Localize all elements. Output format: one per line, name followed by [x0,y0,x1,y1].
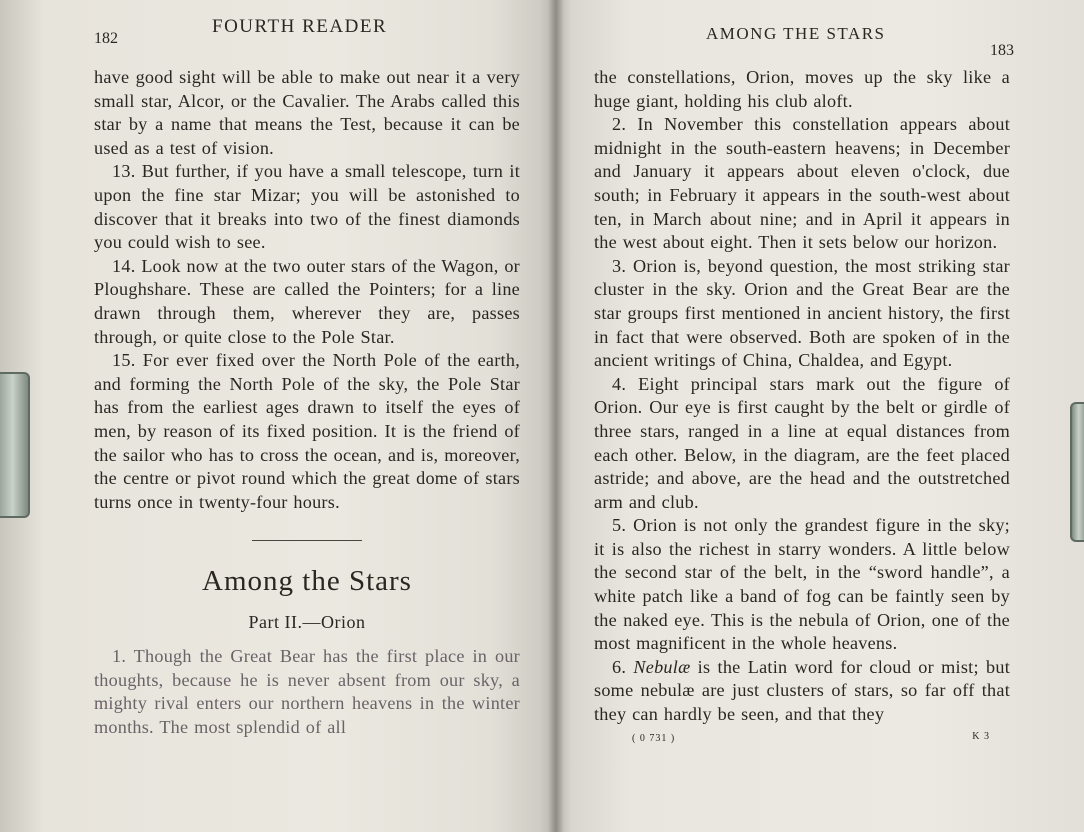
running-head: AMONG THE STARS [706,24,886,43]
section-paragraph: 1. Though the Great Bear has the first place in our thoughts, because he is never absent from our sky, a mighty rival enters our northern heavens in the winter months. The most splendid of all [94,646,520,738]
paragraph-text: is the Latin word for cloud or mist; but some nebulæ are just clusters of stars, so far off that they can hardly be seen, and that they [594,656,1011,725]
page-holder-clip-right [1070,402,1084,542]
italic-term: Nebulæ [633,656,691,677]
paragraph: 14. Look now at the two outer stars of the Wagon, or Ploughshare. These are called the Pointers; for a line drawn through them, wherever they are, passes through, or quite close to the Pole Star. [94,255,520,347]
paragraph-number: 6. [612,656,627,677]
right-page-header [594,0,1014,66]
section-subtitle: Part II.—Orion [248,612,366,633]
section-divider [252,540,362,541]
paragraph: the constellations, Orion, moves up the sky like a huge giant, holding his club aloft. [594,67,1010,111]
page-footer [594,731,1010,757]
paragraph: 5. Orion is not only the grandest figure in the sky; it is also the richest in starry wonders. A little below the second star of the belt, in the “sword handle”, a white patch like a band of fog can be faintly seen by the naked eye. This is the nebula of Orion, one of the most magnificent in the whole heavens. [594,515,1010,654]
paragraph: 3. Orion is, beyond question, the most striking star cluster in the sky. Orion and the Great Bear are the star groups first mentioned in ancient history, the first in fact that were observed. Both are spoken of in the ancient writings of China, Chaldea, and Egypt. [594,255,1010,371]
page-holder-clip-left [0,372,30,518]
left-page-header [94,0,520,66]
book-gutter [548,0,564,832]
running-head: FOURTH READER [212,16,388,37]
paragraph [594,656,1010,727]
section-title: Among the Stars [202,565,412,598]
paragraph: 15. For ever fixed over the North Pole of the earth, and forming the North Pole of the sky, the Pole Star has from the earliest ages drawn to itself the eyes of men, by reason of its fixed position. It is the friend of the sailor who has to cross the ocean, and is, moreover, the centre or pivot round which the great dome of stars turns once in twenty-four hours. [94,350,520,512]
printer-code: ( 0 731 ) [632,732,676,744]
right-page [556,0,1084,832]
paragraph: 13. But further, if you have a small telescope, turn it upon the fine star Mizar; you will be astonished to discover that it breaks into two of the finest diamonds you could wish to see. [94,161,520,253]
signature-mark: K 3 [972,730,990,742]
paragraph: 2. In November this constellation appears about midnight in the south-eastern heavens; in December and January it appears about eleven o'clock, due south; in February it appears in the south-west about ten, in March about nine; and in April it appears in the west about eight. Then it sets below our horizon. [594,114,1010,253]
page-number: 182 [94,30,118,47]
page-number: 183 [990,42,1014,59]
paragraph: 4. Eight principal stars mark out the figure of Orion. Our eye is first caught by the belt or girdle of three stars, ranged in a line at equal distances from each other. Below, in the diagram, are the feet placed astride; and above, are the head and the outstretched arm and club. [594,373,1010,512]
paragraph: have good sight will be able to make out near it a very small star, Alcor, or the Cavalier. The Arabs called this star by a name that means the Test, because it can be used as a test of vision. [94,67,520,158]
